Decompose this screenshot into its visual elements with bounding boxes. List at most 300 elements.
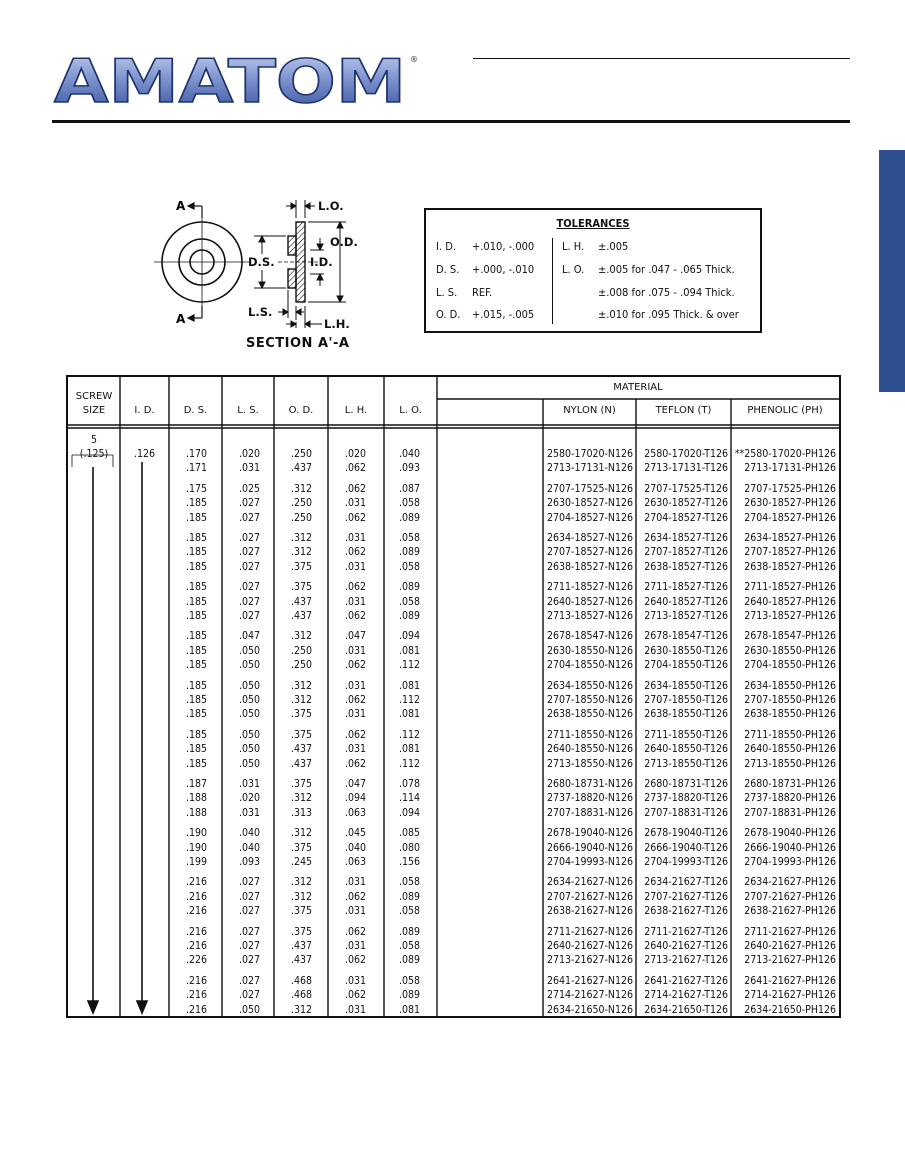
ls-cell: .050	[238, 757, 260, 770]
ds-cell: .216	[185, 1003, 207, 1016]
parts-table	[66, 375, 841, 1018]
lh-cell: .031	[344, 905, 366, 918]
tolerances-divider	[552, 238, 553, 324]
lo-cell: .081	[398, 708, 420, 721]
nylon-part: 2640-18527-N126	[547, 595, 633, 608]
ls-cell: .027	[238, 546, 260, 559]
teflon-part: 2678-18547-T126	[644, 630, 728, 643]
ls-cell: .027	[238, 890, 260, 903]
ls-cell: .093	[238, 856, 260, 868]
washer-diagram	[150, 188, 380, 358]
phenolic-part: 2704-18550-PH126	[744, 659, 836, 672]
phenolic-part: 2640-18527-PH126	[744, 595, 836, 608]
phenolic-part: 2634-18527-PH126	[744, 532, 836, 544]
lh-cell: .063	[344, 806, 366, 819]
nylon-part: 2640-21627-N126	[547, 940, 633, 952]
side-tab	[879, 150, 905, 392]
ds-cell: .187	[185, 778, 207, 790]
od-cell: .437	[290, 595, 312, 608]
od-cell: .312	[290, 876, 312, 889]
lo-cell: .081	[398, 743, 420, 756]
header-teflon: TEFLON (T)	[655, 405, 712, 416]
ds-cell: .185	[185, 694, 207, 706]
lh-cell: .062	[344, 890, 366, 903]
phenolic-part: 2666-19040-PH126	[744, 841, 836, 854]
teflon-part: 2713-18550-T126	[644, 757, 728, 770]
ds-cell: .190	[185, 841, 207, 854]
nylon-part: 2711-21627-N126	[547, 925, 633, 938]
lh-cell: .062	[344, 462, 366, 475]
teflon-part: 2713-18527-T126	[644, 610, 728, 622]
lh-cell: .062	[344, 610, 366, 622]
phenolic-part: 2707-17525-PH126	[744, 482, 836, 495]
lo-cell: .058	[398, 532, 420, 544]
lh-cell: .031	[344, 532, 366, 544]
teflon-part: 2704-18527-T126	[644, 511, 728, 524]
phenolic-part: 2707-18550-PH126	[744, 694, 836, 706]
ds-cell: .185	[185, 610, 207, 622]
ds-cell: .185	[185, 560, 207, 573]
lh-cell: .094	[344, 792, 366, 805]
ls-cell: .047	[238, 630, 260, 643]
ds-cell: .185	[185, 497, 207, 510]
label-lh: L.H.	[324, 317, 350, 331]
lo-cell: .058	[398, 876, 420, 889]
teflon-part: 2640-21627-T126	[644, 940, 728, 952]
ds-cell: .216	[185, 905, 207, 918]
lo-cell: .089	[398, 925, 420, 938]
teflon-part: 2641-21627-T126	[644, 974, 728, 987]
lh-cell: .062	[344, 659, 366, 672]
ds-cell: .216	[185, 876, 207, 889]
lh-cell: .062	[344, 954, 366, 967]
ls-cell: .027	[238, 876, 260, 889]
ds-cell: .185	[185, 532, 207, 544]
teflon-part: 2704-18550-T126	[644, 659, 728, 672]
teflon-part: 2678-19040-T126	[644, 827, 728, 840]
nylon-part: 2580-17020-N126	[547, 448, 633, 460]
label-a-top: A	[176, 199, 186, 213]
nylon-part: 2678-19040-N126	[547, 827, 633, 840]
ds-cell: .185	[185, 581, 207, 594]
teflon-part: 2713-17131-T126	[644, 462, 728, 475]
od-cell: .250	[290, 644, 312, 657]
tol-left-val: REF.	[472, 286, 493, 299]
lo-cell: .094	[398, 630, 420, 643]
od-cell: .375	[290, 581, 312, 594]
lo-cell: .089	[398, 989, 420, 1002]
amatom-logo	[52, 47, 418, 117]
ds-cell: .170	[185, 448, 207, 460]
phenolic-part: 2711-18527-PH126	[744, 581, 836, 594]
ds-cell: .216	[185, 989, 207, 1002]
teflon-part: 2714-21627-T126	[644, 989, 728, 1002]
od-cell: .468	[290, 974, 312, 987]
od-cell: .437	[290, 743, 312, 756]
nylon-part: 2707-21627-N126	[547, 890, 633, 903]
teflon-part: 2711-18527-T126	[644, 581, 728, 594]
ls-cell: .027	[238, 595, 260, 608]
lo-cell: .058	[398, 905, 420, 918]
lh-cell: .031	[344, 708, 366, 721]
phenolic-part: 2713-18527-PH126	[744, 610, 836, 622]
header-nylon: NYLON (N)	[563, 405, 616, 416]
nylon-part: 2634-21650-N126	[547, 1003, 633, 1016]
ls-cell: .040	[238, 841, 260, 854]
nylon-part: 2634-21627-N126	[547, 876, 633, 889]
phenolic-part: 2634-18550-PH126	[744, 679, 836, 692]
ls-cell: .027	[238, 989, 260, 1002]
ls-cell: .027	[238, 532, 260, 544]
ds-cell: .185	[185, 743, 207, 756]
nylon-part: 2704-19993-N126	[547, 856, 633, 868]
brand-logo-text: AMATOM	[54, 47, 406, 117]
ds-cell: .216	[185, 890, 207, 903]
od-cell: .250	[290, 511, 312, 524]
od-cell: .437	[290, 757, 312, 770]
ls-cell: .050	[238, 694, 260, 706]
lh-cell: .020	[344, 448, 366, 460]
od-cell: .312	[290, 890, 312, 903]
phenolic-part: 2634-21650-PH126	[744, 1003, 836, 1016]
registered-mark: ®	[410, 55, 418, 64]
phenolic-part: 2707-18527-PH126	[744, 546, 836, 559]
od-cell: .375	[290, 778, 312, 790]
lo-cell: .058	[398, 940, 420, 952]
lo-cell: .112	[398, 728, 420, 741]
ds-cell: .171	[185, 462, 207, 475]
teflon-part: 2666-19040-T126	[644, 841, 728, 854]
tol-left-key: O. D.	[436, 308, 461, 321]
phenolic-part: 2640-18550-PH126	[744, 743, 836, 756]
ds-cell: .216	[185, 940, 207, 952]
phenolic-part: 2711-18550-PH126	[744, 728, 836, 741]
ds-cell: .185	[185, 679, 207, 692]
lo-cell: .078	[398, 778, 420, 790]
nylon-part: 2638-18527-N126	[547, 560, 633, 573]
nylon-part: 2713-18527-N126	[547, 610, 633, 622]
lh-cell: .063	[344, 856, 366, 868]
od-cell: .245	[290, 856, 312, 868]
header-rule-thin	[473, 58, 850, 59]
nylon-part: 2638-18550-N126	[547, 708, 633, 721]
ls-cell: .027	[238, 497, 260, 510]
lh-cell: .031	[344, 560, 366, 573]
od-cell: .375	[290, 708, 312, 721]
od-cell: .468	[290, 989, 312, 1002]
id-value: .126	[133, 448, 156, 460]
tol-left-key: I. D.	[436, 240, 456, 253]
phenolic-part: 2638-21627-PH126	[744, 905, 836, 918]
nylon-part: 2713-18550-N126	[547, 757, 633, 770]
tol-right-val: ±.005 for .047 - .065 Thick.	[598, 263, 735, 276]
lo-cell: .112	[398, 659, 420, 672]
teflon-part: 2640-18550-T126	[644, 743, 728, 756]
nylon-part: 2707-17525-N126	[547, 482, 633, 495]
lo-cell: .089	[398, 890, 420, 903]
lo-cell: .112	[398, 694, 420, 706]
tolerances-title: TOLERANCES	[556, 217, 630, 230]
phenolic-part: 2641-21627-PH126	[744, 974, 836, 987]
od-cell: .312	[290, 792, 312, 805]
lo-cell: .085	[398, 827, 420, 840]
ls-cell: .050	[238, 659, 260, 672]
teflon-part: 2638-18527-T126	[644, 560, 728, 573]
nylon-part: 2713-17131-N126	[547, 462, 633, 475]
tol-left-val: +.010, -.000	[472, 240, 535, 253]
ds-cell: .185	[185, 644, 207, 657]
od-cell: .312	[290, 1003, 312, 1016]
ls-cell: .031	[238, 462, 260, 475]
ls-cell: .027	[238, 610, 260, 622]
phenolic-part: 2713-17131-PH126	[744, 462, 836, 475]
teflon-part: 2640-18527-T126	[644, 595, 728, 608]
label-ls: L.S.	[248, 305, 273, 319]
phenolic-part: 2640-21627-PH126	[744, 940, 836, 952]
ls-cell: .027	[238, 511, 260, 524]
header-material: MATERIAL	[613, 382, 663, 393]
lo-cell: .040	[398, 448, 420, 460]
ds-cell: .216	[185, 925, 207, 938]
nylon-part: 2634-18527-N126	[547, 532, 633, 544]
od-cell: .312	[290, 482, 312, 495]
nylon-part: 2704-18527-N126	[547, 511, 633, 524]
phenolic-part: 2704-19993-PH126	[744, 856, 836, 868]
ls-cell: .020	[238, 792, 260, 805]
teflon-part: 2707-21627-T126	[644, 890, 728, 903]
ls-cell: .027	[238, 925, 260, 938]
od-cell: .437	[290, 954, 312, 967]
lh-cell: .062	[344, 482, 366, 495]
section-label: SECTION A'-A	[246, 336, 350, 351]
teflon-part: 2630-18550-T126	[644, 644, 728, 657]
phenolic-part: 2634-21627-PH126	[744, 876, 836, 889]
label-ds: D.S.	[248, 255, 275, 269]
teflon-part: 2707-17525-T126	[644, 482, 728, 495]
od-cell: .250	[290, 448, 312, 460]
phenolic-part: 2704-18527-PH126	[744, 511, 836, 524]
teflon-part: 2634-18527-T126	[644, 532, 728, 544]
phenolic-part: 2678-18547-PH126	[744, 630, 836, 643]
nylon-part: 2630-18527-N126	[547, 497, 633, 510]
ds-cell: .185	[185, 595, 207, 608]
header-id: I. D.	[134, 405, 155, 416]
lh-cell: .031	[344, 1003, 366, 1016]
ls-cell: .020	[238, 448, 260, 460]
lo-cell: .080	[398, 841, 420, 854]
lh-cell: .031	[344, 679, 366, 692]
nylon-part: 2737-18820-N126	[547, 792, 633, 805]
ls-cell: .027	[238, 974, 260, 987]
lh-cell: .031	[344, 876, 366, 889]
nylon-part: 2678-18547-N126	[547, 630, 633, 643]
od-cell: .375	[290, 925, 312, 938]
ds-cell: .185	[185, 630, 207, 643]
nylon-part: 2707-18527-N126	[547, 546, 633, 559]
ds-cell: .188	[185, 792, 207, 805]
lh-cell: .047	[344, 630, 366, 643]
header-size: SIZE	[82, 405, 106, 416]
header-ls: L. S.	[237, 405, 259, 416]
od-cell: .437	[290, 462, 312, 475]
lo-cell: .089	[398, 511, 420, 524]
ls-cell: .025	[238, 482, 260, 495]
od-cell: .312	[290, 694, 312, 706]
phenolic-part: 2630-18550-PH126	[744, 644, 836, 657]
lh-cell: .031	[344, 974, 366, 987]
ds-cell: .188	[185, 806, 207, 819]
ds-cell: .199	[185, 856, 207, 868]
label-id: I.D.	[310, 255, 333, 269]
nylon-part: 2641-21627-N126	[547, 974, 633, 987]
lh-cell: .031	[344, 595, 366, 608]
nylon-part: 2634-18550-N126	[547, 679, 633, 692]
ls-cell: .050	[238, 743, 260, 756]
ls-cell: .031	[238, 806, 260, 819]
teflon-part: 2630-18527-T126	[644, 497, 728, 510]
ls-cell: .027	[238, 940, 260, 952]
ls-cell: .027	[238, 581, 260, 594]
od-cell: .375	[290, 728, 312, 741]
lo-cell: .081	[398, 644, 420, 657]
nylon-part: 2711-18527-N126	[547, 581, 633, 594]
header-rule-thick	[52, 120, 850, 123]
tol-left-key: L. S.	[436, 286, 458, 299]
ls-cell: .027	[238, 905, 260, 918]
ds-cell: .185	[185, 659, 207, 672]
nylon-part: 2713-21627-N126	[547, 954, 633, 967]
teflon-part: 2707-18550-T126	[644, 694, 728, 706]
lh-cell: .062	[344, 694, 366, 706]
ls-cell: .027	[238, 954, 260, 967]
ds-cell: .185	[185, 511, 207, 524]
label-a-bottom: A	[176, 312, 186, 326]
tol-left-val: +.000, -.010	[472, 263, 535, 276]
tol-right-val: ±.008 for .075 - .094 Thick.	[598, 286, 735, 299]
label-lo: L.O.	[318, 199, 344, 213]
ls-cell: .040	[238, 827, 260, 840]
teflon-part: 2638-21627-T126	[644, 905, 728, 918]
header-od: O. D.	[288, 405, 314, 416]
nylon-part: 2704-18550-N126	[547, 659, 633, 672]
nylon-part: 2630-18550-N126	[547, 644, 633, 657]
nylon-part: 2711-18550-N126	[547, 728, 633, 741]
teflon-part: 2638-18550-T126	[644, 708, 728, 721]
teflon-part: 2713-21627-T126	[644, 954, 728, 967]
ds-cell: .185	[185, 757, 207, 770]
ds-cell: .190	[185, 827, 207, 840]
phenolic-part: 2638-18550-PH126	[744, 708, 836, 721]
header-lo: L. O.	[399, 405, 422, 416]
od-cell: .312	[290, 827, 312, 840]
teflon-part: 2707-18831-T126	[644, 806, 728, 819]
od-cell: .312	[290, 532, 312, 544]
tol-right-val: ±.005	[598, 240, 629, 253]
od-cell: .437	[290, 940, 312, 952]
od-cell: .312	[290, 679, 312, 692]
lh-cell: .062	[344, 546, 366, 559]
ls-cell: .050	[238, 1003, 260, 1016]
nylon-part: 2640-18550-N126	[547, 743, 633, 756]
tol-left-key: D. S.	[436, 263, 460, 276]
phenolic-part: **2580-17020-PH126	[734, 448, 836, 460]
header-screw: SCREW	[75, 391, 113, 402]
ls-cell: .050	[238, 644, 260, 657]
od-cell: .250	[290, 659, 312, 672]
phenolic-part: 2714-21627-PH126	[744, 989, 836, 1002]
teflon-part: 2634-21627-T126	[644, 876, 728, 889]
teflon-part: 2737-18820-T126	[644, 792, 728, 805]
od-cell: .375	[290, 841, 312, 854]
lo-cell: .081	[398, 1003, 420, 1016]
teflon-part: 2711-21627-T126	[644, 925, 728, 938]
header-ds: D. S.	[183, 405, 208, 416]
lo-cell: .093	[398, 462, 420, 475]
phenolic-part: 2680-18731-PH126	[744, 778, 836, 790]
teflon-part: 2680-18731-T126	[644, 778, 728, 790]
od-cell: .375	[290, 560, 312, 573]
tolerances-box	[424, 208, 762, 333]
ls-cell: .031	[238, 778, 260, 790]
nylon-part: 2666-19040-N126	[547, 841, 633, 854]
phenolic-part: 2678-19040-PH126	[744, 827, 836, 840]
teflon-part: 2707-18527-T126	[644, 546, 728, 559]
lo-cell: .089	[398, 954, 420, 967]
lo-cell: .114	[398, 792, 420, 805]
ds-cell: .175	[185, 482, 207, 495]
teflon-part: 2711-18550-T126	[644, 728, 728, 741]
teflon-part: 2634-21650-T126	[644, 1003, 728, 1016]
lh-cell: .031	[344, 644, 366, 657]
lh-cell: .031	[344, 940, 366, 952]
ls-cell: .050	[238, 728, 260, 741]
tol-right-val: ±.010 for .095 Thick. & over	[598, 308, 739, 321]
lo-cell: .112	[398, 757, 420, 770]
nylon-part: 2707-18831-N126	[547, 806, 633, 819]
screw-size-decimal: (.125)	[79, 448, 109, 460]
phenolic-part: 2713-18550-PH126	[744, 757, 836, 770]
nylon-part: 2680-18731-N126	[547, 778, 633, 790]
teflon-part: 2580-17020-T126	[644, 448, 728, 460]
ls-cell: .050	[238, 708, 260, 721]
lo-cell: .156	[398, 856, 420, 868]
lo-cell: .081	[398, 679, 420, 692]
nylon-part: 2707-18550-N126	[547, 694, 633, 706]
phenolic-part: 2707-18831-PH126	[744, 806, 836, 819]
lo-cell: .058	[398, 497, 420, 510]
lh-cell: .040	[344, 841, 366, 854]
phenolic-part: 2638-18527-PH126	[744, 560, 836, 573]
lh-cell: .062	[344, 511, 366, 524]
lo-cell: .089	[398, 610, 420, 622]
od-cell: .250	[290, 497, 312, 510]
lh-cell: .031	[344, 497, 366, 510]
od-cell: .375	[290, 905, 312, 918]
od-cell: .313	[290, 806, 312, 819]
ds-cell: .226	[185, 954, 207, 967]
phenolic-part: 2707-21627-PH126	[744, 890, 836, 903]
od-cell: .312	[290, 546, 312, 559]
tol-right-key: L. O.	[562, 263, 585, 276]
ls-cell: .027	[238, 560, 260, 573]
ls-cell: .050	[238, 679, 260, 692]
lo-cell: .058	[398, 560, 420, 573]
nylon-part: 2714-21627-N126	[547, 989, 633, 1002]
lh-cell: .062	[344, 728, 366, 741]
phenolic-part: 2630-18527-PH126	[744, 497, 836, 510]
ds-cell: .185	[185, 728, 207, 741]
lo-cell: .058	[398, 595, 420, 608]
